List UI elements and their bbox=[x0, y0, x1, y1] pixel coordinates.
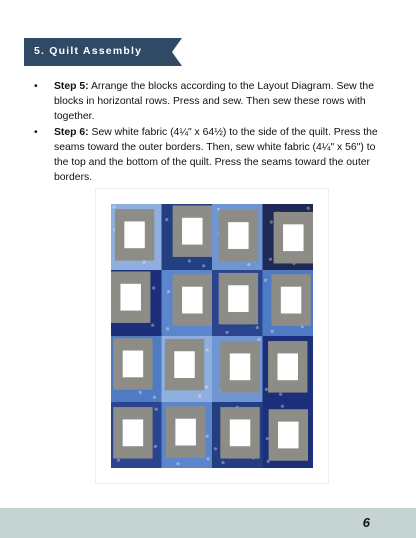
white-center bbox=[175, 419, 195, 446]
section-banner bbox=[24, 38, 182, 66]
fabric-print-dot bbox=[247, 263, 250, 266]
bullet-icon: • bbox=[34, 127, 38, 138]
white-center bbox=[182, 218, 202, 245]
fabric-print-dot bbox=[202, 264, 205, 267]
bullet-icon: • bbox=[34, 81, 38, 92]
fabric-print-dot bbox=[307, 207, 310, 210]
fabric-print-dot bbox=[153, 396, 156, 399]
fabric-print-dot bbox=[188, 259, 191, 262]
fabric-print-dot bbox=[139, 391, 142, 394]
fabric-print-dot bbox=[225, 331, 228, 334]
white-center bbox=[228, 285, 248, 312]
step-text: Sew white fabric (4¼" x 64½) to the side of the quilt. Press the seams toward the outer borders. Then, sew white fabric (4¼" x 56") to the top and the bottom of the quilt. Press the seams toward the outer borders. bbox=[54, 127, 378, 183]
white-center bbox=[278, 422, 298, 449]
fabric-print-dot bbox=[155, 408, 158, 411]
white-center bbox=[230, 353, 250, 380]
step-item bbox=[30, 79, 382, 124]
fabric-print-dot bbox=[117, 459, 120, 462]
page-number: 6 bbox=[362, 515, 370, 530]
fabric-print-dot bbox=[256, 326, 259, 329]
page-footer bbox=[0, 508, 416, 538]
fabric-print-dot bbox=[112, 205, 115, 208]
step-item bbox=[30, 125, 382, 185]
fabric-print-dot bbox=[176, 462, 179, 465]
fabric-print-dot bbox=[269, 258, 272, 261]
white-center bbox=[230, 419, 250, 446]
quilt-diagram bbox=[95, 188, 329, 484]
fabric-print-dot bbox=[198, 394, 201, 397]
white-center bbox=[124, 221, 144, 248]
fabric-print-dot bbox=[270, 220, 273, 223]
white-center bbox=[283, 224, 303, 251]
white-center bbox=[123, 419, 143, 446]
fabric-print-dot bbox=[206, 435, 209, 438]
fabric-print-dot bbox=[167, 290, 170, 293]
fabric-print-dot bbox=[281, 405, 284, 408]
fabric-print-dot bbox=[206, 348, 209, 351]
white-center bbox=[228, 222, 248, 249]
step-label: Step 5: bbox=[54, 81, 89, 92]
fabric-print-dot bbox=[266, 437, 269, 440]
fabric-print-dot bbox=[152, 286, 155, 289]
fabric-print-dot bbox=[271, 330, 274, 333]
fabric-print-dot bbox=[265, 388, 268, 391]
step-label: Step 6: bbox=[54, 127, 89, 138]
fabric-print-dot bbox=[143, 261, 146, 264]
white-center bbox=[174, 351, 194, 378]
fabric-print-dot bbox=[166, 327, 169, 330]
fabric-print-dot bbox=[264, 279, 267, 282]
fabric-print-dot bbox=[165, 218, 168, 221]
fabric-print-dot bbox=[279, 393, 282, 396]
section-title: 5. Quilt Assembly bbox=[34, 45, 143, 57]
fabric-print-dot bbox=[205, 385, 208, 388]
white-center bbox=[120, 284, 140, 311]
layout-diagram bbox=[95, 188, 329, 484]
white-center bbox=[278, 353, 298, 380]
fabric-print-dot bbox=[207, 457, 210, 460]
white-center bbox=[281, 287, 301, 314]
fabric-print-dot bbox=[151, 324, 154, 327]
fabric-print-dot bbox=[221, 461, 224, 464]
white-center bbox=[182, 287, 202, 314]
fabric-print-dot bbox=[214, 447, 217, 450]
fabric-print-dot bbox=[257, 338, 260, 341]
step-list bbox=[30, 79, 382, 185]
step-text: Arrange the blocks according to the Layout Diagram. Sew the blocks in horizontal rows. Press and sew. Then sew these rows with together. bbox=[54, 81, 374, 122]
fabric-print-dot bbox=[154, 445, 157, 448]
white-center bbox=[123, 351, 143, 378]
